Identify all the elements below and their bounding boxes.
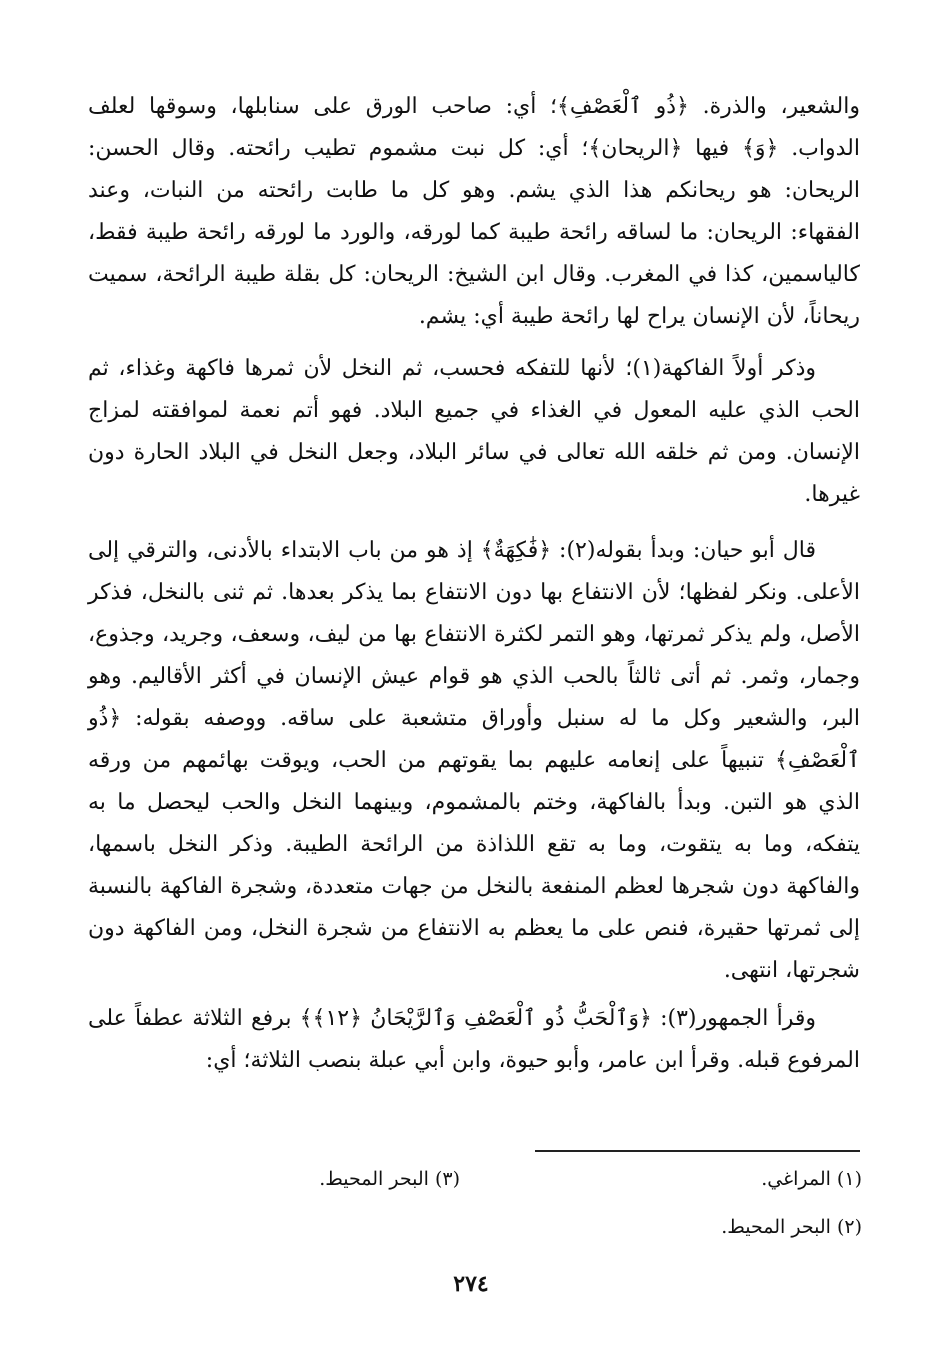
page-number: ٢٧٤	[453, 1271, 489, 1297]
main-text	[88, 86, 860, 1082]
footnote-1: (١) المراغي.	[761, 1168, 862, 1190]
paragraph-1: والشعير، والذرة. ﴿ذُو ٱلْعَصْفِ﴾؛ أي: صاحب الورق على سنابلها، وسوقها لعلف الدواب. ﴿وَ﴾ فيها ﴿الريحان﴾؛ أي: كل نبت مشموم تطيب رائحته. وقال الحسن: الريحان: هو ريحانكم هذا الذي يشم. وهو كل ما طابت رائحته من النبات، وعند الفقهاء: الريحان: ما لساقه رائحة طيبة كما لورقه، والورد ما لورقه رائحة طيبة فقط، كالياسمين، كذا في المغرب. وقال ابن الشيخ: الريحان: كل بقلة طيبة الرائحة، سميت ريحاناً، لأن الإنسان يراح لها رائحة طيبة أي: يشم.	[88, 94, 860, 329]
paragraph-2: وذكر أولاً الفاكهة(١)؛ لأنها للتفكه فحسب، ثم النخل لأن ثمرها فاكهة وغذاء، ثم الحب الذي عليه المعول في الغذاء في جميع البلاد. فهو أتم نعمة لموافقته لمزاج الإنسان. ومن ثم خلقه الله تعالى في سائر البلاد، وجعل النخل في البلاد الحارة دون غيرها.	[88, 356, 860, 507]
paragraph-4: وقرأ الجمهور(٣): ﴿وَٱلْحَبُّ ذُو ٱلْعَصْفِ وَٱلرَّيْحَانُ ﴿١٢﴾﴾ برفع الثلاثة عطفاً على المرفوع قبله. وقرأ ابن عامر، وأبو حيوة، وابن أبي عبلة بنصب الثلاثة؛ أي:	[88, 1006, 860, 1073]
footnote-3: (٣) البحر المحيط.	[319, 1168, 460, 1190]
footnote-divider	[535, 1150, 860, 1152]
footnote-2: (٢) البحر المحيط.	[721, 1216, 862, 1238]
paragraph-3: قال أبو حيان: وبدأ بقوله(٢): ﴿فَٰكِهَةٌ﴾ إذ هو من باب الابتداء بالأدنى، والترقي إلى الأعلى. ونكر لفظها؛ لأن الانتفاع بها دون الانتفاع بما يذكر بعدها. ثم ثنى بالنخل، فذكر الأصل، ولم يذكر ثمرتها، وهو التمر لكثرة الانتفاع بها من ليف، وسعف، وجريد، وجذوع، وجمار، وثمر. ثم أتى ثالثاً بالحب الذي هو قوام عيش الإنسان في أكثر الأقاليم. وهو البر، والشعير وكل ما له سنبل وأوراق متشعبة على ساقه. ووصفه بقوله: ﴿ذُو ٱلْعَصْفِ﴾ تنبيهاً على إنعامه عليهم بما يقوتهم من الحب، ويوقت بهائمهم من ورقه الذي هو التبن. وبدأ بالفاكهة، وختم بالمشموم، وبينهما النخل والحب ليحصل ما به يتفكه، وما به يتقوت، وما به تقع اللذاذة من الرائحة الطيبة. وذكر النخل باسمها، والفاكهة دون شجرها لعظم المنفعة بالنخل من جهات متعددة، وشجرة الفاكهة بالنسبة إلى ثمرتها حقيرة، فنص على ما يعظم به الانتفاع من شجرة النخل، ومن الفاكهة دون شجرتها، انتهى.	[88, 538, 860, 983]
